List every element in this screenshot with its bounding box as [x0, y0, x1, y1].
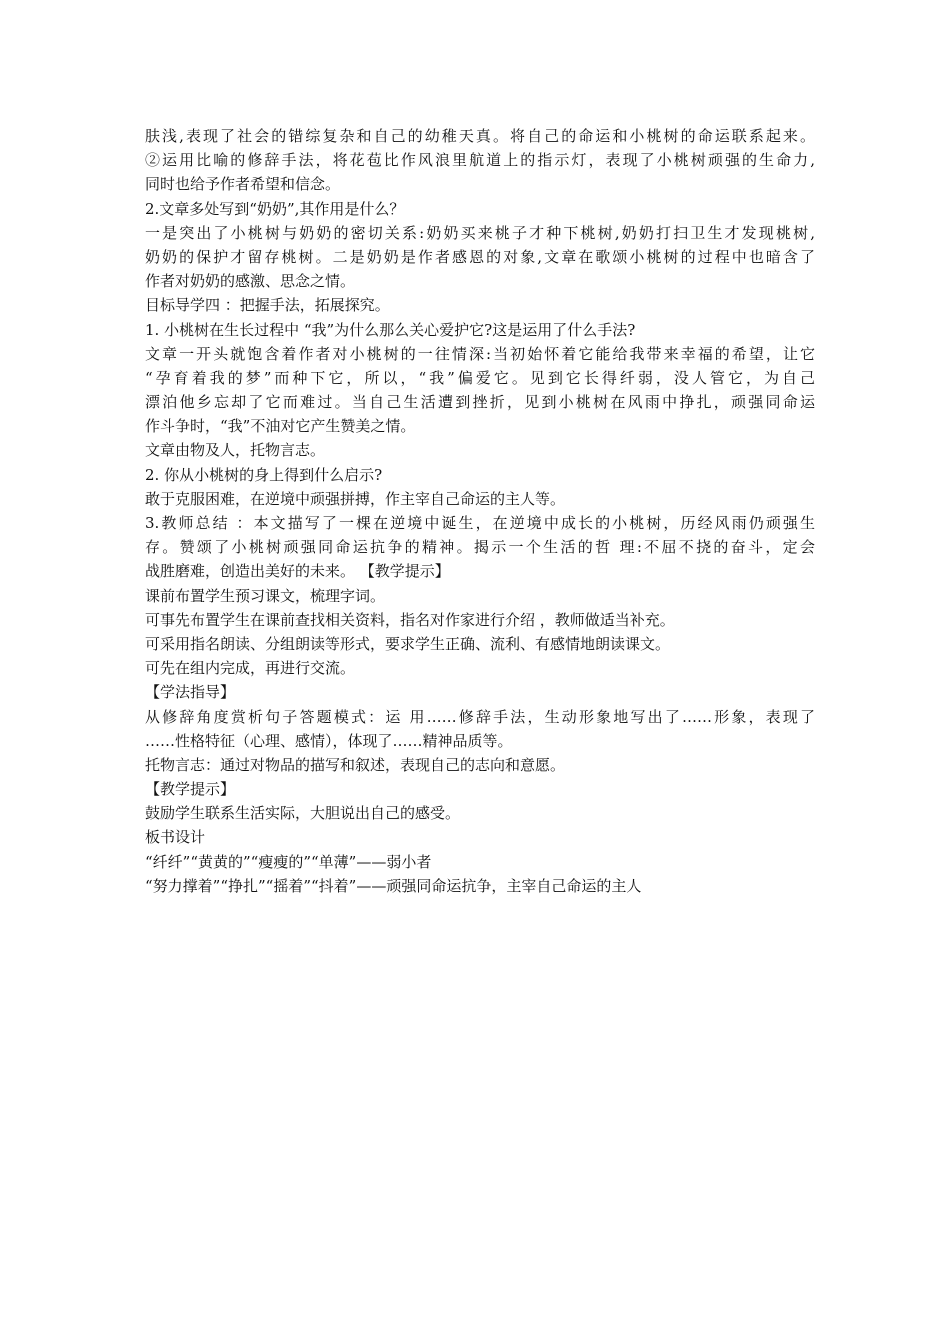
text-line: 奶奶的保护才留存桃树。二是奶奶是作者感恩的对象,文章在歌颂小桃树的过程中也暗含了: [145, 247, 815, 266]
text-line: ②运用比喻的修辞手法，将花苞比作风浪里航道上的指示灯，表现了小桃树顽强的生命力,: [145, 151, 815, 170]
text-line: 存。赞颂了小桃树顽强同命运抗争的精神。揭示一个生活的哲 理:不屈不挠的奋斗，定会: [145, 538, 815, 557]
section-heading: 【教学提示】: [145, 780, 236, 799]
text-line: ……性格特征（心理、感情），体现了……精神品质等。: [145, 731, 513, 750]
text-line: 作者对奶奶的感激、思念之情。: [145, 272, 356, 291]
text-line: 可先在组内完成，再进行交流。: [145, 659, 356, 678]
text-line: 战胜磨难，创造出美好的未来。 【教学提示】: [145, 562, 450, 581]
text-line: 敢于克服困难，在逆境中顽强拼搏，作主宰自己命运的主人等。: [145, 489, 566, 508]
text-line: 可事先布置学生在课前查找相关资料，指名对作家进行介绍 ，教师做适当补充。: [145, 610, 675, 629]
text-line: 肤浅,表现了社会的错综复杂和自己的幼稚天真。将自己的命运和小桃树的命运联系起来。: [145, 127, 815, 145]
document-body: [145, 124, 815, 898]
section-heading: 【学法指导】: [145, 683, 236, 702]
text-line: 可采用指名朗读、分组朗读等形式，要求学生正确、流利、有感情地朗读课文。: [145, 634, 671, 653]
section-heading: 板书设计: [145, 828, 206, 847]
text-line: 漂泊他乡忘却了它而难过。当自己生活遭到挫折，见到小桃树在风雨中挣扎，顽强同命运: [145, 393, 815, 412]
text-line: 同时也给予作者希望和信念。: [145, 175, 341, 194]
question-heading: 2.文章多处写到“奶奶”,其作用是什么？: [145, 199, 405, 218]
section-heading: 目标导学四 ：把握手法，拓展探究。: [145, 296, 390, 315]
text-line: 文章一开头就饱含着作者对小桃树的一往情深:当初始怀着它能给我带来幸福的希望，让它: [145, 344, 815, 363]
text-line: “纤纤”“黄黄的”“瘦瘦的”“单薄”——弱小者: [145, 852, 432, 871]
text-line: 托物言志：通过对物品的描写和叙述，表现自己的志向和意愿。: [145, 755, 566, 774]
text-line: 一是突出了小桃树与奶奶的密切关系:奶奶买来桃子才种下桃树,奶奶打扫卫生才发现桃树,: [145, 223, 815, 242]
text-line: 文章由物及人，托物言志。: [145, 441, 326, 460]
text-line: “孕育着我的梦”而种下它，所以，“我”偏爱它。见到它长得纤弱，没人管它，为自己: [145, 368, 815, 387]
question-heading: 2. 你从小桃树的身上得到什么启示?: [145, 465, 383, 484]
text-line: 作斗争时，“我”不油对它产生赞美之情。: [145, 417, 416, 436]
text-line: 课前布置学生预习课文，梳理字词。: [145, 586, 386, 605]
text-line: 鼓励学生联系生活实际，大胆说出自己的感受。: [145, 804, 461, 823]
text-line: “努力撑着”“挣扎”“摇着”“抖着”——顽强同命运抗争，主宰自己命运的主人: [145, 876, 642, 895]
question-heading: 1. 小桃树在生长过程中 “我”为什么那么关心爱护它?这是运用了什么手法?: [145, 320, 636, 339]
text-line: 从修辞角度赏析句子答题模式：运 用……修辞手法，生动形象地写出了……形象，表现了: [145, 707, 815, 726]
text-line: 3.教师总结 ：本文描写了一棵在逆境中诞生，在逆境中成长的小桃树，历经风雨仍顽强生: [145, 514, 815, 532]
